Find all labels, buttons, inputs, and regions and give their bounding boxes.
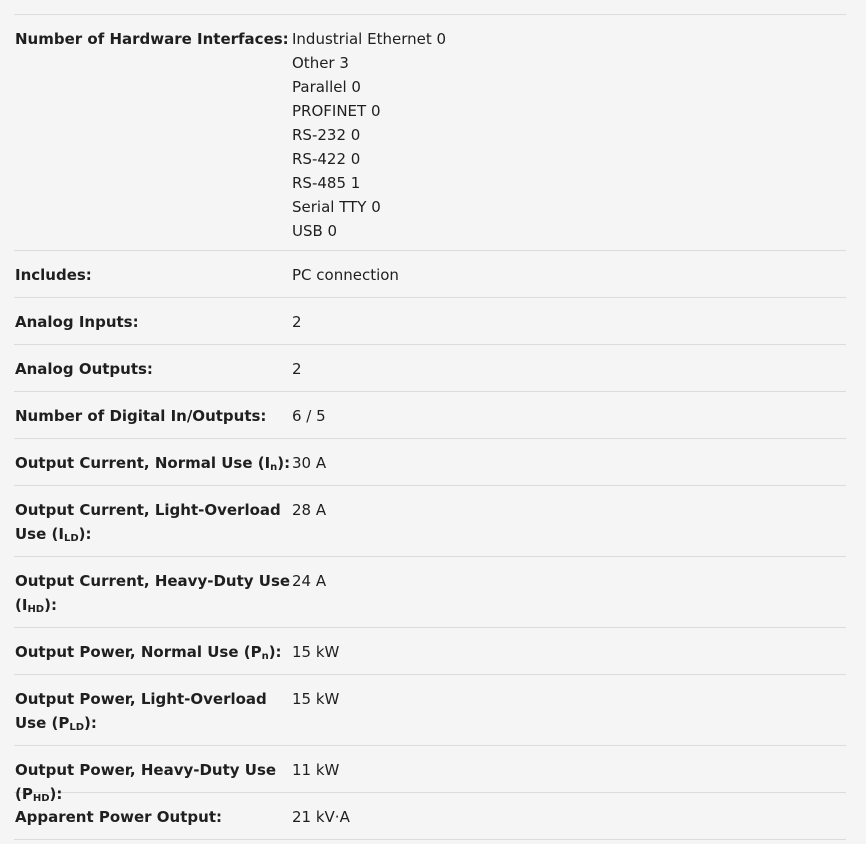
spec-row-includes: [14, 251, 846, 298]
label-subscript: HD: [27, 604, 45, 615]
label-text: Output Power, Normal Use (P: [15, 643, 262, 661]
spec-row-analog-outputs: [14, 345, 846, 392]
spec-value: 2: [292, 313, 302, 331]
spec-row-output-power-light-overload: [14, 675, 846, 746]
label-subscript: LD: [69, 722, 85, 733]
spec-value: 30 A: [292, 454, 327, 472]
label-subscript: HD: [32, 793, 50, 804]
label-text-end: ):: [78, 525, 92, 543]
label-text-end: ):: [277, 454, 291, 472]
spec-value-item: RS-232 0: [292, 126, 361, 144]
spec-value-item: USB 0: [292, 222, 338, 240]
spec-label: [14, 687, 292, 745]
label-text: Output Current, Normal Use (I: [15, 454, 271, 472]
spec-value-item: Parallel 0: [292, 78, 361, 96]
spec-row-partial: [14, 0, 846, 15]
spec-label: Includes:: [15, 266, 92, 284]
spec-value-item: Serial TTY 0: [292, 198, 381, 216]
spec-value: 24 A: [292, 572, 327, 590]
spec-value: 21 kV·A: [292, 808, 350, 826]
spec-label: Number of Hardware Interfaces:: [15, 30, 289, 48]
spec-label: [14, 0, 292, 14]
spec-row-digital-io: [14, 392, 846, 439]
spec-label: [14, 498, 292, 556]
spec-value-item: PROFINET 0: [292, 102, 381, 120]
label-text: Output Current, Light-Overload Use (I: [15, 501, 281, 543]
spec-row-output-current-light-overload: [14, 486, 846, 557]
spec-value: 11 kW: [292, 761, 340, 779]
spec-label: [14, 758, 292, 804]
spec-value: 6 / 5: [292, 407, 326, 425]
spec-row-output-current-normal: [14, 439, 846, 486]
spec-value-partial: [292, 0, 316, 3]
label-text-end: ):: [84, 714, 97, 732]
spec-label: Apparent Power Output:: [15, 808, 222, 826]
label-text-end: ):: [268, 643, 282, 661]
label-subscript: LD: [63, 533, 79, 544]
spec-label: [14, 451, 292, 485]
label-subscript: n: [270, 462, 278, 473]
spec-value-item: RS-422 0: [292, 150, 361, 168]
spec-row-analog-inputs: [14, 298, 846, 345]
spec-row-hardware-interfaces: [14, 15, 846, 251]
spec-label: [14, 640, 292, 674]
spec-row-output-power-heavy-duty: [14, 746, 846, 804]
spec-value-list: [292, 27, 846, 243]
spec-label: Analog Outputs:: [15, 360, 153, 378]
spec-value: [292, 0, 846, 14]
label-text-end: ):: [49, 785, 63, 803]
spec-value: 28 A: [292, 501, 327, 519]
spec-value-item: Industrial Ethernet 0: [292, 30, 447, 48]
spec-row-apparent-power: [14, 793, 846, 840]
spec-table: [14, 0, 846, 840]
spec-label: [14, 569, 292, 627]
spec-row-output-power-normal: [14, 628, 846, 675]
label-text: Output Power, Light-Overload Use (P: [15, 690, 267, 732]
spec-value: 2: [292, 360, 302, 378]
spec-row-output-current-heavy-duty: [14, 557, 846, 628]
label-text: Output Current, Heavy-Duty Use (I: [15, 572, 291, 614]
spec-value: PC connection: [292, 266, 399, 284]
spec-value: 15 kW: [292, 643, 340, 661]
spec-value-item: Other 3: [292, 54, 349, 72]
label-text: Output Power, Heavy-Duty Use (P: [15, 761, 277, 803]
spec-label: Number of Digital In/Outputs:: [15, 407, 267, 425]
spec-value: 15 kW: [292, 690, 340, 708]
spec-value-item: RS-485 1: [292, 174, 361, 192]
label-text-end: ):: [44, 596, 57, 614]
spec-label: Analog Inputs:: [15, 313, 139, 331]
label-subscript: n: [261, 651, 269, 662]
